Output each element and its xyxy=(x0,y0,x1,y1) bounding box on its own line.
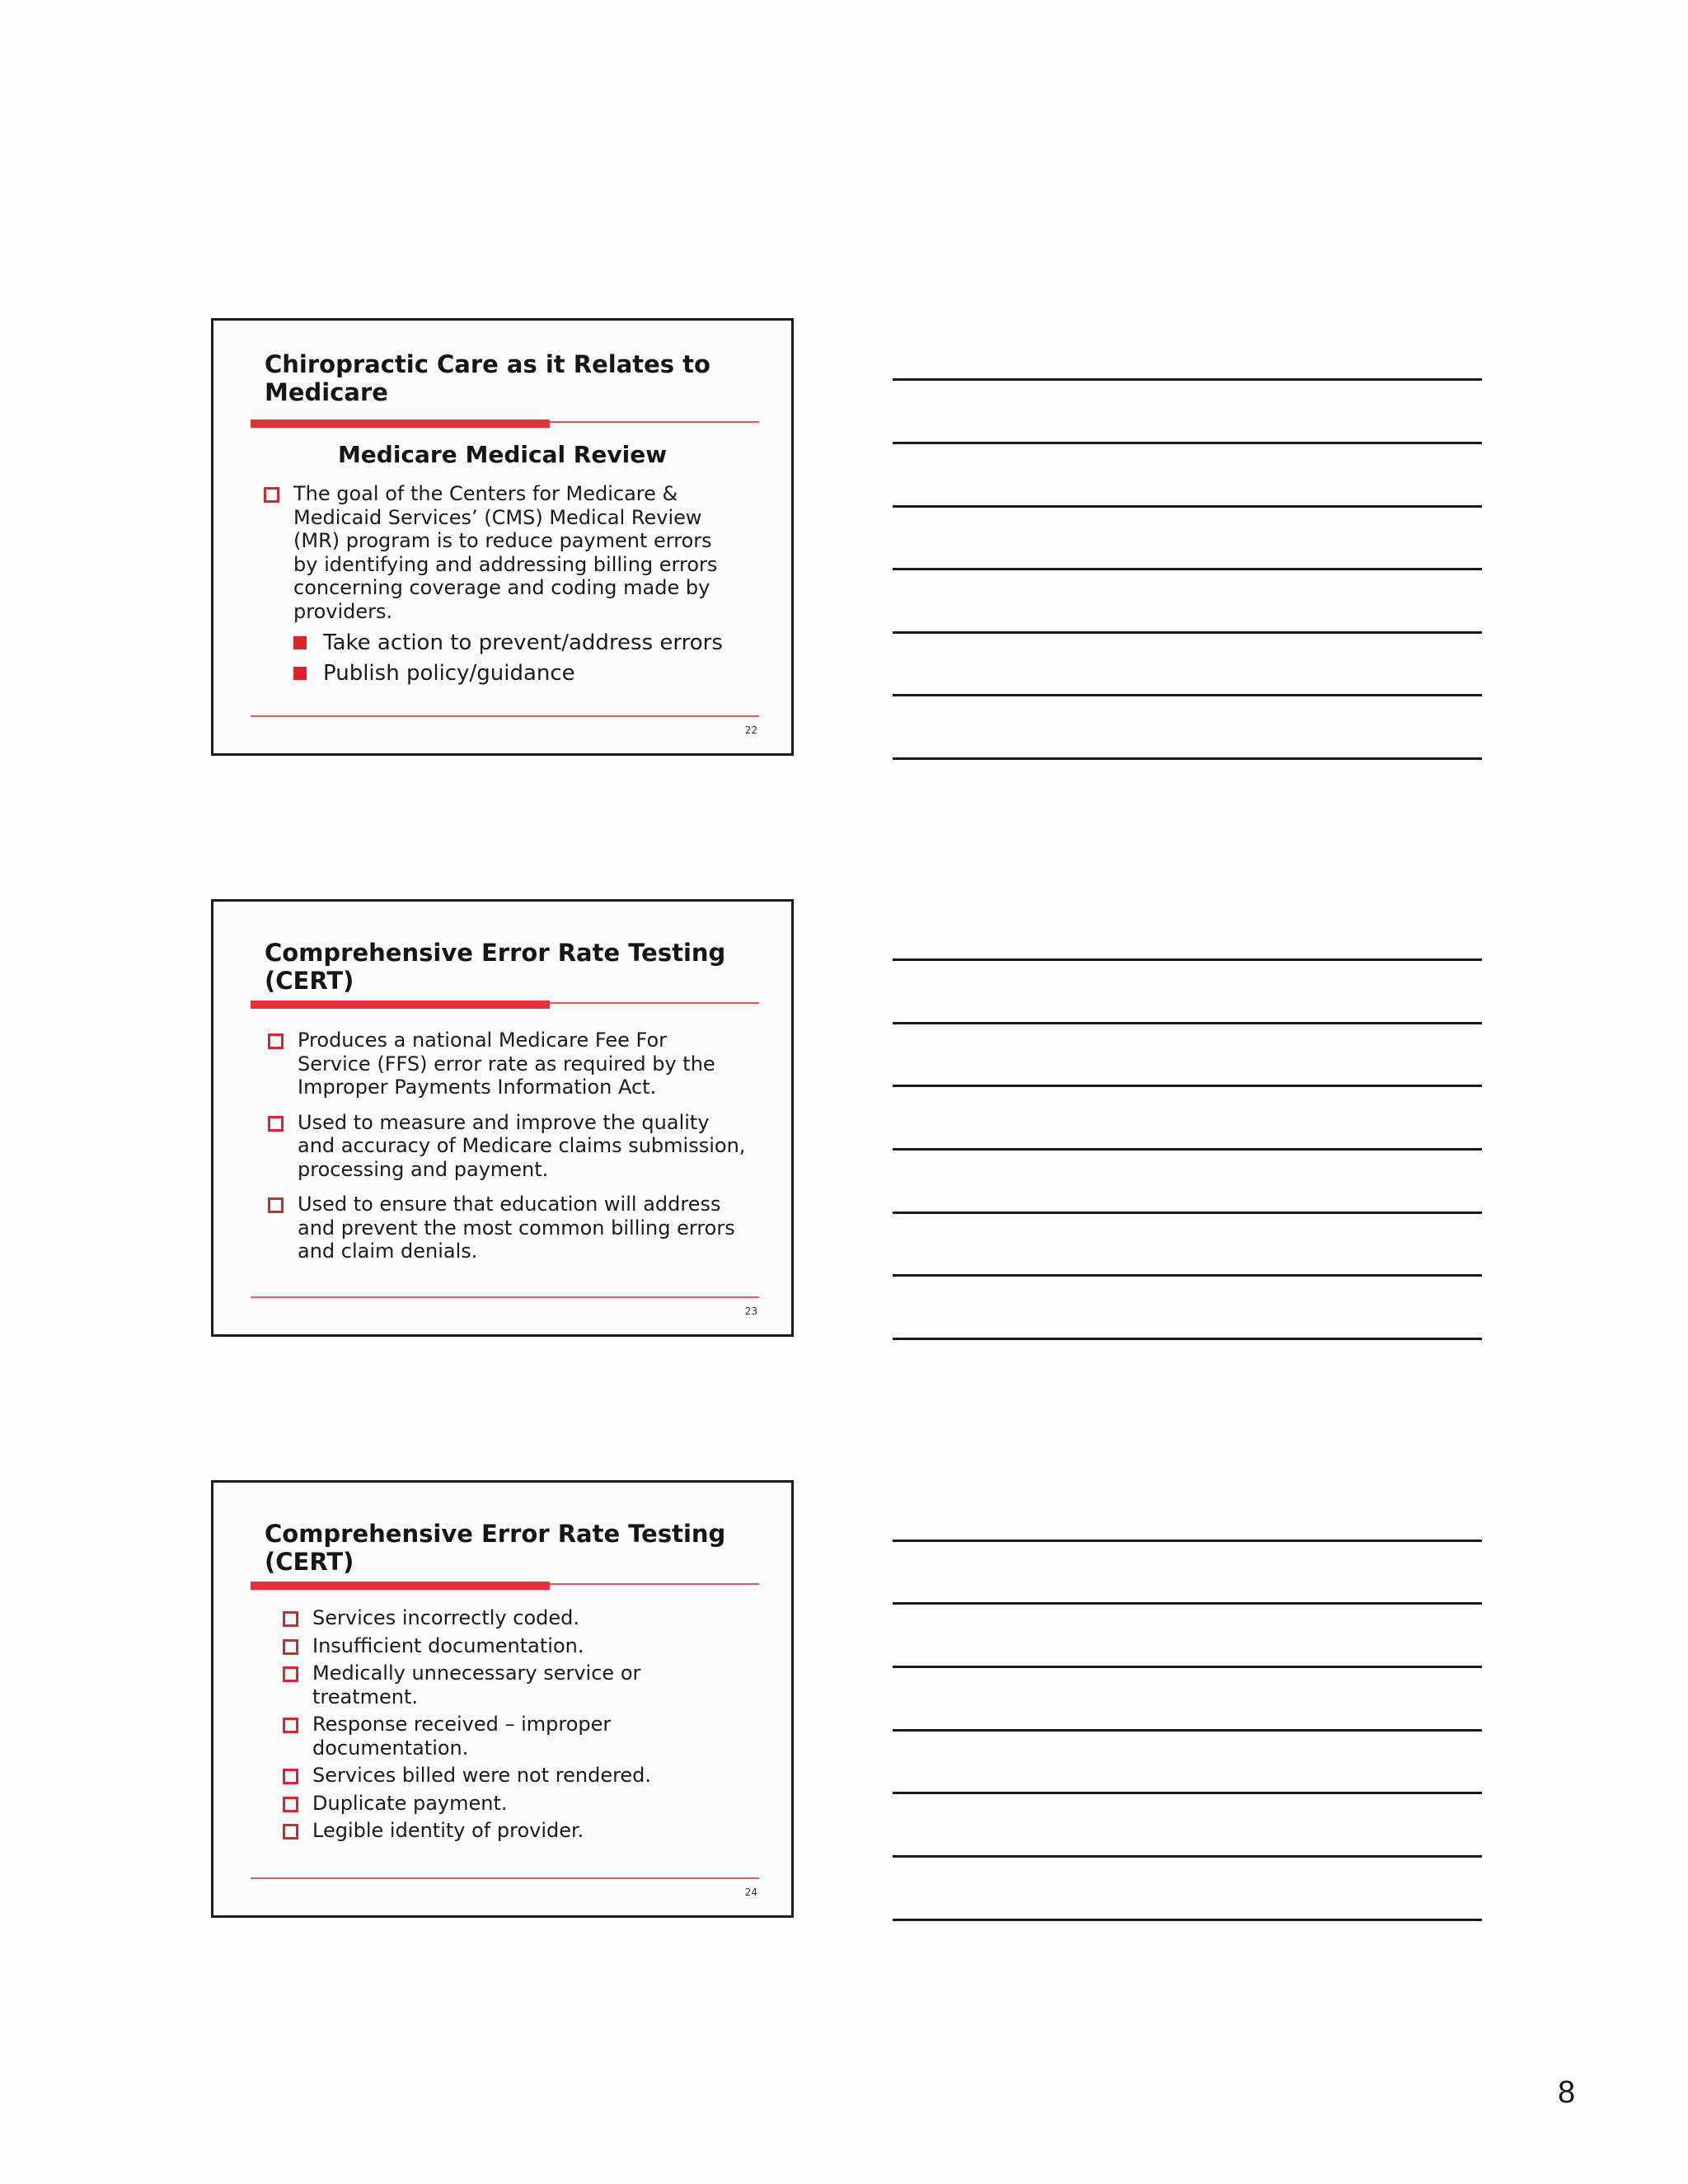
list-item xyxy=(268,1193,746,1263)
square-bullet-icon xyxy=(283,1797,298,1812)
notes-line xyxy=(893,1602,1482,1605)
title-rule xyxy=(251,1001,759,1010)
square-bullet-icon xyxy=(283,1611,298,1627)
bullet-list xyxy=(264,482,742,689)
notes-line xyxy=(893,568,1482,570)
square-bullet-icon xyxy=(283,1824,298,1840)
bullet-text: Duplicate payment. xyxy=(312,1791,508,1815)
square-bullet-icon xyxy=(268,1197,284,1213)
bullet-text: Services incorrectly coded. xyxy=(312,1606,579,1629)
filled-square-bullet-icon xyxy=(293,636,307,649)
slide-23 xyxy=(211,899,794,1337)
notes-line xyxy=(893,1855,1482,1858)
page-number: 8 xyxy=(1558,2075,1576,2110)
notes-line xyxy=(893,958,1482,961)
slide-24 xyxy=(211,1480,794,1918)
notes-line xyxy=(893,1338,1482,1340)
bullet-text: Legible identity of provider. xyxy=(312,1819,584,1842)
bullet-text: Medically unnecessary service or treatment. xyxy=(312,1661,641,1708)
square-bullet-icon xyxy=(268,1033,284,1049)
slide-subheading: Medicare Medical Review xyxy=(337,441,668,468)
notes-line xyxy=(893,1919,1482,1921)
bullet-text: Response received – improper documentation. xyxy=(312,1713,612,1760)
footer-rule xyxy=(251,715,759,717)
list-item xyxy=(283,1819,662,1843)
bullet-list xyxy=(283,1606,662,1843)
slide-title: Chiropractic Care as it Relates to Medicare xyxy=(265,350,710,406)
title-rule xyxy=(251,1582,759,1591)
square-bullet-icon xyxy=(283,1639,298,1655)
list-item xyxy=(283,1764,662,1788)
title-rule xyxy=(251,419,759,429)
sub-list-item xyxy=(293,658,742,689)
sub-list-item xyxy=(293,628,742,658)
list-item xyxy=(268,1029,746,1099)
list-item xyxy=(283,1634,662,1658)
list-item xyxy=(283,1606,662,1630)
notes-line xyxy=(893,1729,1482,1732)
list-item xyxy=(268,1111,746,1182)
sub-bullet-text: Take action to prevent/address errors xyxy=(323,630,723,655)
notes-line xyxy=(893,1022,1482,1024)
slide-number: 24 xyxy=(744,1886,757,1898)
bullet-text: The goal of the Centers for Medicare & Medicaid Services’ (CMS) Medical Review (MR) program is to reduce payment errors by identifying and addressing billing errors concerning coverage and coding made by providers. xyxy=(293,482,718,623)
slide-title: Comprehensive Error Rate Testing (CERT) xyxy=(265,1520,726,1576)
list-item xyxy=(264,482,742,689)
footer-rule xyxy=(251,1296,759,1298)
sub-bullet-text: Publish policy/guidance xyxy=(323,661,575,686)
sub-bullet-list xyxy=(293,628,742,689)
list-item xyxy=(283,1661,662,1708)
bullet-text: Insufficient documentation. xyxy=(312,1633,584,1657)
bullet-text: Services billed were not rendered. xyxy=(312,1764,652,1787)
list-item xyxy=(283,1713,662,1760)
notes-line xyxy=(893,378,1482,381)
notes-line xyxy=(893,1148,1482,1151)
notes-line xyxy=(893,1540,1482,1542)
square-bullet-icon xyxy=(283,1769,298,1784)
slide-number: 22 xyxy=(744,724,757,736)
notes-line xyxy=(893,1666,1482,1668)
square-bullet-icon xyxy=(268,1116,284,1132)
bullet-list xyxy=(268,1029,746,1263)
square-bullet-icon xyxy=(264,487,279,503)
bullet-text: Used to measure and improve the quality and accuracy of Medicare claims submission, processing and payment. xyxy=(298,1110,746,1181)
notes-line xyxy=(893,1085,1482,1087)
square-bullet-icon xyxy=(283,1666,298,1682)
notes-line xyxy=(893,1274,1482,1277)
notes-line xyxy=(893,694,1482,696)
slide-title: Comprehensive Error Rate Testing (CERT) xyxy=(265,939,726,995)
bullet-text: Produces a national Medicare Fee For Service (FFS) error rate as required by the Improper Payments Information Act. xyxy=(298,1029,715,1099)
footer-rule xyxy=(251,1877,759,1879)
notes-line xyxy=(893,442,1482,444)
square-bullet-icon xyxy=(283,1718,298,1733)
bullet-text: Used to ensure that education will address and prevent the most common billing errors and claim denials. xyxy=(298,1193,735,1263)
notes-line xyxy=(893,757,1482,760)
notes-line xyxy=(893,1212,1482,1214)
filled-square-bullet-icon xyxy=(293,667,307,680)
slide-22 xyxy=(211,318,794,756)
notes-line xyxy=(893,631,1482,634)
list-item xyxy=(283,1792,662,1816)
slide-number: 23 xyxy=(744,1305,757,1317)
notes-line xyxy=(893,1792,1482,1794)
notes-line xyxy=(893,505,1482,508)
